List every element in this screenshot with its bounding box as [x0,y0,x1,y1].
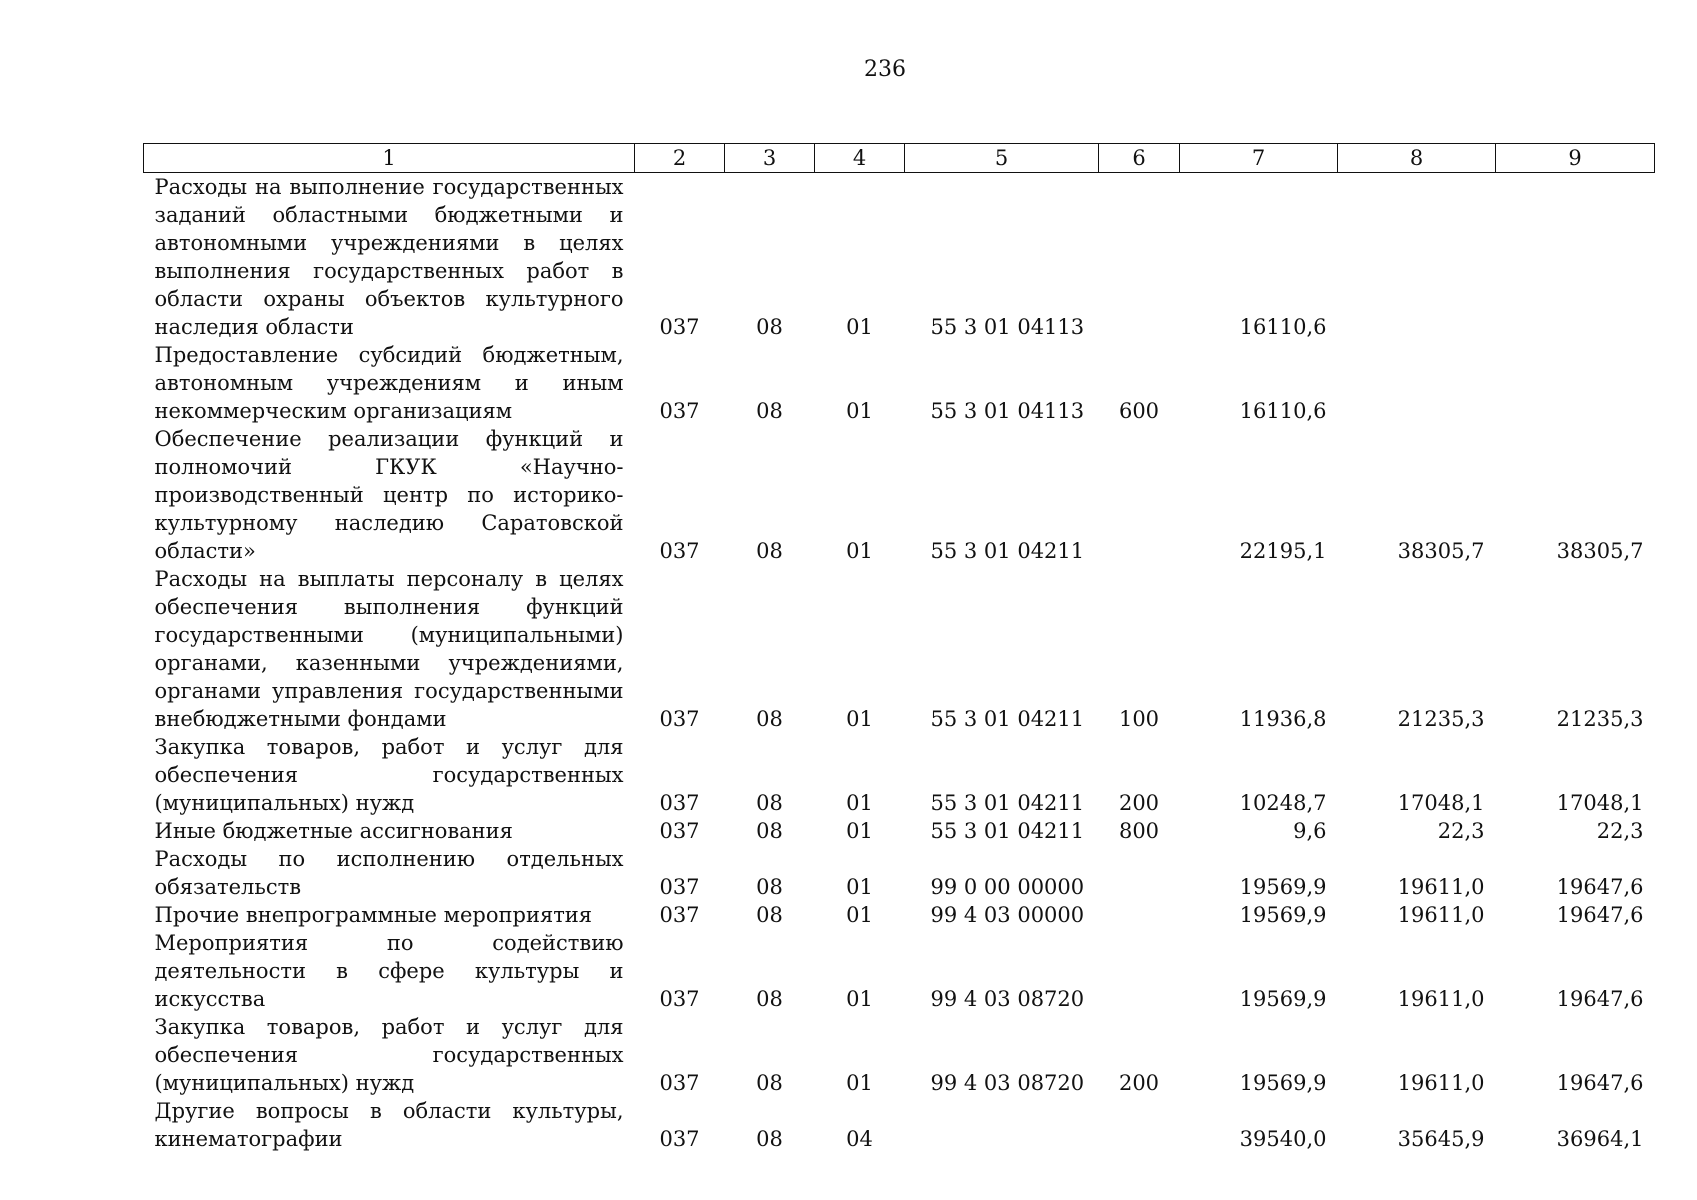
row-description: Расходы по исполнению отдельных обязательств [154,847,624,899]
header-cell: 2 [635,144,725,173]
cell-col-6 [1099,929,1180,1013]
cell-col-4: 01 [846,819,873,843]
cell-col-6: 100 [1118,707,1160,731]
cell-col-3: 08 [756,1127,783,1151]
cell-col-3: 08 [756,399,783,423]
cell-col-3: 08 [756,987,783,1011]
cell-col-8: 19611,0 [1397,1071,1485,1095]
cell-col-7: 16110,6 [1239,399,1327,423]
cell-col-4: 01 [846,707,873,731]
cell-col-7: 19569,9 [1239,903,1327,927]
cell-col-7: 22195,1 [1239,539,1327,563]
table-row [144,565,1655,733]
cell-col-3: 08 [756,1071,783,1095]
cell-col-3: 08 [756,539,783,563]
cell-col-5: 55 3 01 04211 [930,819,1085,843]
cell-col-3: 08 [756,791,783,815]
cell-col-6 [1099,173,1180,342]
cell-col-2: 037 [659,791,700,815]
cell-col-2: 037 [659,1071,700,1095]
cell-col-7: 19569,9 [1239,1071,1327,1095]
cell-col-2: 037 [659,903,700,927]
cell-col-6 [1099,845,1180,901]
cell-col-6 [1099,901,1180,929]
cell-col-9 [1496,173,1655,342]
table-row [144,1097,1655,1153]
row-description: Прочие внепрограммные мероприятия [154,903,593,927]
header-cell: 3 [725,144,815,173]
cell-col-2: 037 [659,315,700,339]
cell-col-8: 19611,0 [1397,987,1485,1011]
cell-col-7: 39540,0 [1239,1127,1327,1151]
header-cell: 7 [1180,144,1338,173]
cell-col-9: 22,3 [1596,819,1644,843]
cell-col-4: 01 [846,875,873,899]
row-description: Закупка товаров, работ и услуг для обеспечения государственных (муниципальных) нужд [154,735,624,815]
table-row [144,173,1655,342]
cell-col-9: 19647,6 [1556,1071,1644,1095]
cell-col-3: 08 [756,875,783,899]
cell-col-5: 55 3 01 04211 [930,791,1085,815]
cell-col-4: 01 [846,791,873,815]
cell-col-5: 99 4 03 08720 [930,987,1085,1011]
cell-col-7: 10248,7 [1239,791,1327,815]
cell-col-8 [1338,341,1496,425]
cell-col-4: 01 [846,539,873,563]
header-cell: 8 [1338,144,1496,173]
cell-col-8: 21235,3 [1397,707,1485,731]
cell-col-5: 55 3 01 04113 [930,399,1085,423]
header-cell: 6 [1099,144,1180,173]
cell-col-9: 19647,6 [1556,903,1644,927]
cell-col-4: 01 [846,315,873,339]
cell-col-7: 16110,6 [1239,315,1327,339]
cell-col-5: 99 0 00 00000 [930,875,1085,899]
table-row [144,817,1655,845]
cell-col-5: 55 3 01 04113 [930,315,1085,339]
cell-col-6 [1099,1097,1180,1153]
cell-col-2: 037 [659,1127,700,1151]
budget-table [143,143,1655,1153]
row-description: Расходы на выплаты персоналу в целях обеспечения выполнения функций государственными (муниципальными) органами, казенными учреждениями, органами управления государственными внебюджетными фондами [154,567,624,731]
header-cell: 4 [815,144,905,173]
header-cell: 5 [905,144,1099,173]
cell-col-9: 19647,6 [1556,875,1644,899]
cell-col-8 [1338,173,1496,342]
header-row [144,144,1655,173]
cell-col-8: 19611,0 [1397,903,1485,927]
cell-col-9: 17048,1 [1556,791,1644,815]
cell-col-6: 600 [1118,399,1160,423]
cell-col-7: 19569,9 [1239,987,1327,1011]
table-header [144,144,1655,173]
cell-col-9 [1496,341,1655,425]
cell-col-8: 22,3 [1437,819,1485,843]
page-number: 236 [864,57,906,82]
cell-col-4: 04 [846,1127,873,1151]
cell-col-4: 01 [846,1071,873,1095]
cell-col-9: 36964,1 [1556,1127,1644,1151]
cell-col-3: 08 [756,819,783,843]
cell-col-8: 19611,0 [1397,875,1485,899]
row-description: Другие вопросы в области культуры, кинематографии [154,1099,624,1151]
table-row [144,733,1655,817]
cell-col-8: 17048,1 [1397,791,1485,815]
row-description: Закупка товаров, работ и услуг для обеспечения государственных (муниципальных) нужд [154,1015,624,1095]
table-row [144,341,1655,425]
cell-col-9: 19647,6 [1556,987,1644,1011]
cell-col-7: 9,6 [1293,819,1327,843]
row-description: Предоставление субсидий бюджетным, автономным учреждениям и иным некоммерческим организациям [154,343,624,423]
cell-col-3: 08 [756,903,783,927]
table-row [144,425,1655,565]
cell-col-9: 38305,7 [1556,539,1644,563]
cell-col-5: 55 3 01 04211 [930,707,1085,731]
cell-col-4: 01 [846,399,873,423]
row-description: Обеспечение реализации функций и полномочий ГКУК «Научно-производственный центр по историко-культурному наследию Саратовской области» [154,427,624,563]
cell-col-5: 55 3 01 04211 [930,539,1085,563]
cell-col-8: 38305,7 [1397,539,1485,563]
cell-col-2: 037 [659,875,700,899]
cell-col-9: 21235,3 [1556,707,1644,731]
header-cell: 1 [144,144,635,173]
cell-col-3: 08 [756,707,783,731]
table-row [144,901,1655,929]
cell-col-4: 01 [846,903,873,927]
table-row [144,845,1655,901]
cell-col-5: 99 4 03 00000 [930,903,1085,927]
cell-col-2: 037 [659,539,700,563]
cell-col-5: 99 4 03 08720 [930,1071,1085,1095]
cell-col-5 [905,1097,1099,1153]
cell-col-7: 11936,8 [1239,707,1327,731]
table-row [144,1013,1655,1097]
cell-col-2: 037 [659,707,700,731]
cell-col-7: 19569,9 [1239,875,1327,899]
row-description: Иные бюджетные ассигнования [154,819,513,843]
cell-col-2: 037 [659,399,700,423]
cell-col-4: 01 [846,987,873,1011]
cell-col-2: 037 [659,987,700,1011]
cell-col-6 [1099,425,1180,565]
row-description: Расходы на выполнение государственных заданий областными бюджетными и автономными учреждениями в целях выполнения государственных работ в области охраны объектов культурного наследия области [154,175,624,339]
cell-col-8: 35645,9 [1397,1127,1485,1151]
cell-col-6: 800 [1118,819,1160,843]
cell-col-6: 200 [1118,1071,1160,1095]
row-description: Мероприятия по содействию деятельности в сфере культуры и искусства [154,931,624,1011]
table-body [144,173,1655,1154]
table-row [144,929,1655,1013]
cell-col-3: 08 [756,315,783,339]
cell-col-6: 200 [1118,791,1160,815]
header-cell: 9 [1496,144,1655,173]
cell-col-2: 037 [659,819,700,843]
